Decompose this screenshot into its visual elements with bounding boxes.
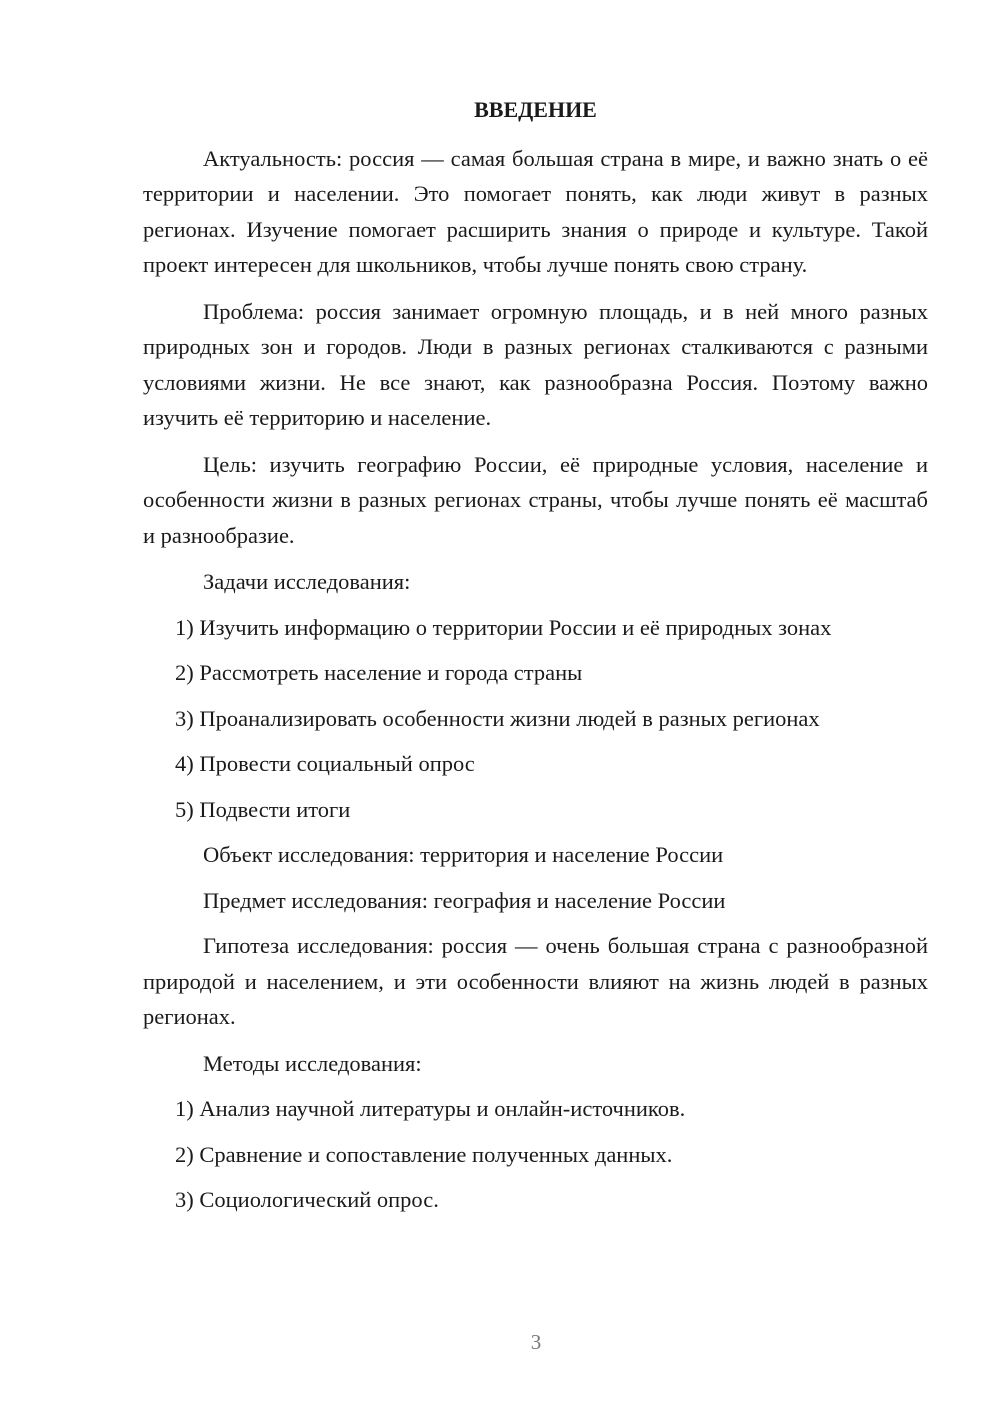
research-object: Объект исследования: территория и население России — [203, 842, 724, 867]
task-item: 2) Рассмотреть население и города страны — [175, 660, 583, 685]
methods-heading: Методы исследования: — [203, 1050, 422, 1076]
tasks-heading: Задачи исследования: — [203, 569, 411, 594]
relevance-paragraph: Актуальность: россия — самая большая страна в мире, и важно знать о её территории и населении. Это помогает понять, как люди живут в разных регионах. Изучение помогает расширить знания о природе и культуре. Такой проект интересен для школьников, чтобы лучше понять свою страну. — [143, 145, 928, 277]
task-item: 4) Провести социальный опрос — [175, 751, 475, 776]
task-item: 3) Проанализировать особенности жизни людей в разных регионах — [175, 705, 820, 731]
page-content — [143, 92, 928, 1228]
hypothesis-paragraph: Гипотеза исследования: россия — очень большая страна с разнообразной природой и населением, и эти особенности влияют на жизнь людей в разных регионах. — [143, 933, 928, 1029]
research-subject: Предмет исследования: география и население России — [203, 887, 726, 913]
goal-paragraph: Цель: изучить географию России, её природные условия, население и особенности жизни в разных регионах страны, чтобы лучше понять её масштаб и разнообразие. — [143, 451, 928, 548]
section-heading: ВВЕДЕНИЕ — [474, 97, 597, 122]
problem-paragraph: Проблема: россия занимает огромную площадь, и в ней много разных природных зон и городов. Люди в разных регионах сталкиваются с разными условиями жизни. Не все знают, как разнообразна Россия. Поэтому важно изучить её территорию и население. — [143, 298, 928, 430]
method-item: 2) Сравнение и сопоставление полученных данных. — [175, 1141, 673, 1167]
method-item: 3) Социологический опрос. — [175, 1187, 439, 1212]
page-number: 3 — [530, 1330, 542, 1354]
task-item: 5) Подвести итоги — [175, 796, 351, 822]
task-item: 1) Изучить информацию о территории России и её природных зонах — [175, 614, 832, 640]
method-item: 1) Анализ научной литературы и онлайн-источников. — [175, 1096, 686, 1121]
